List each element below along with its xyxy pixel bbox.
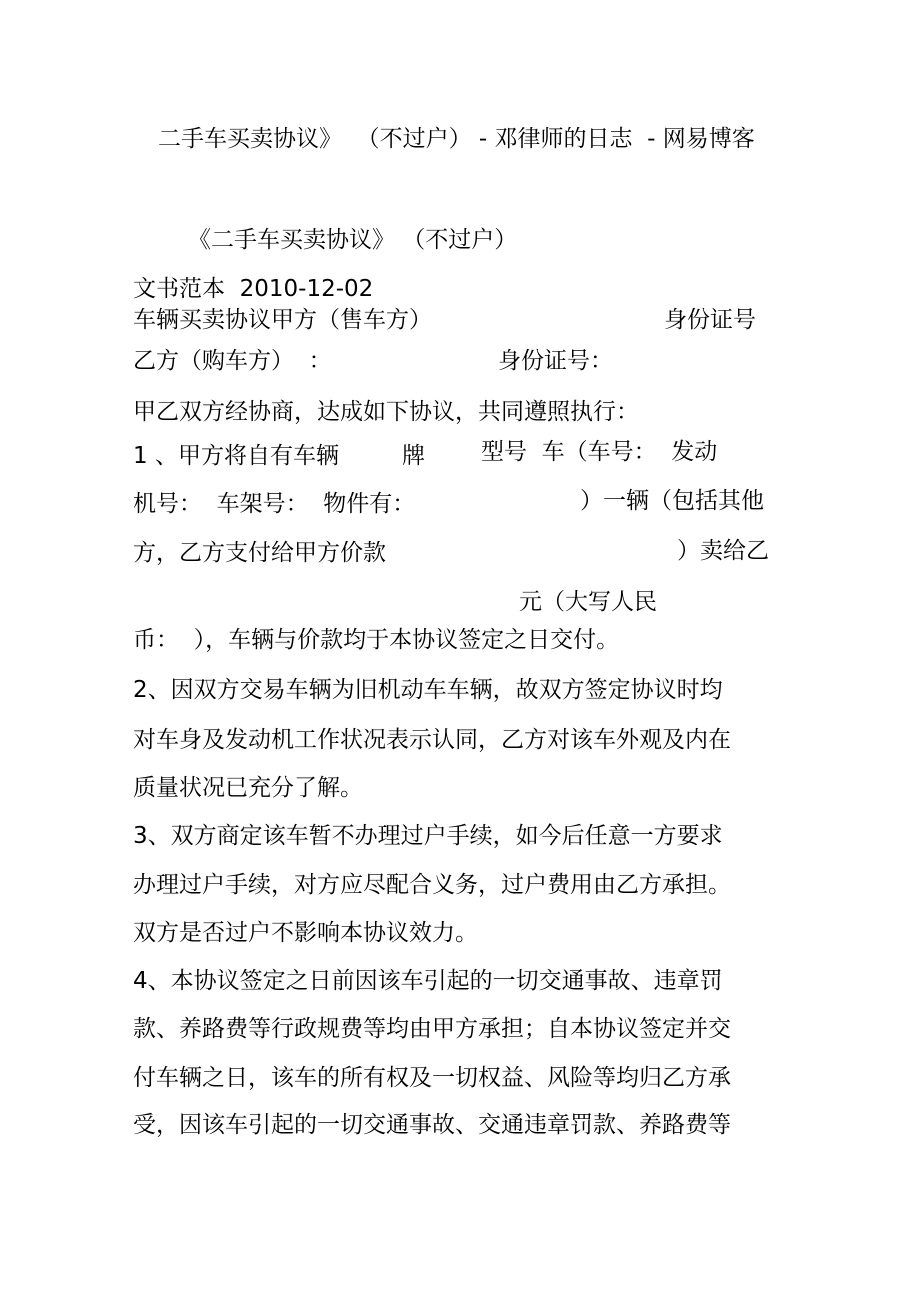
- clause-2-line-1: 2、因双方交易车辆为旧机动车车辆，故双方签定协议时均: [133, 677, 723, 703]
- clause-2-line-2: 对车身及发动机工作状况表示认同，乙方对该车外观及内在: [133, 727, 731, 753]
- clause-1-part-i: 币： ），车辆与价款均于本协议签定之日交付。: [133, 627, 620, 653]
- clause-4-line-1: 4、本协议签定之日前因该车引起的一切交通事故、违章罚: [133, 968, 723, 994]
- clause-3-line-1: 3、双方商定该车暂不办理过户手续，如今后任意一方要求: [133, 823, 723, 849]
- intro-line: 甲乙双方经协商，达成如下协议，共同遵照执行：: [133, 399, 639, 425]
- clause-1-part-a: 1 、甲方将自有车辆: [133, 443, 339, 469]
- clause-4-line-4: 受，因该车引起的一切交通事故、交通违章罚款、养路费等: [133, 1112, 731, 1138]
- page-title: 二手车买卖协议》 （不过户） - 邓律师的日志 - 网易博客: [158, 126, 755, 152]
- clause-1-part-f: 方，乙方支付给甲方价款: [133, 540, 386, 566]
- party-a-line: 车辆买卖协议甲方（售车方）: [133, 307, 432, 333]
- clause-1-part-h: 元（大写人民: [519, 589, 657, 615]
- document-meta: 文书范本 2010-12-02: [133, 276, 374, 302]
- clause-1-part-c: 型号 车（车号： 发动: [481, 439, 718, 465]
- clause-4-line-3: 付车辆之日，该车的所有权及一切权益、风险等均归乙方承: [133, 1065, 731, 1091]
- clause-3-line-2: 办理过户手续，对方应尽配合义务，过户费用由乙方承担。: [133, 872, 731, 898]
- clause-4-line-2: 款、养路费等行政规费等均由甲方承担；自本协议签定并交: [133, 1016, 731, 1042]
- clause-1-part-g: ）卖给乙: [677, 538, 769, 564]
- clause-3-line-3: 双方是否过户不影响本协议效力。: [133, 920, 478, 946]
- party-b-line: 乙方（购车方） ：: [133, 348, 332, 374]
- party-b-id-label: 身份证号：: [498, 348, 613, 374]
- party-a-id-label: 身份证号: [664, 307, 756, 333]
- clause-1-part-d: 机号： 车架号： 物件有：: [133, 491, 416, 517]
- document-heading: 《二手车买卖协议》 （不过户）: [188, 227, 518, 253]
- clause-1-part-e: ）一辆（包括其他: [580, 488, 764, 514]
- clause-1-part-b: 牌: [402, 443, 425, 469]
- clause-2-line-3: 质量状况已充分了解。: [133, 775, 363, 801]
